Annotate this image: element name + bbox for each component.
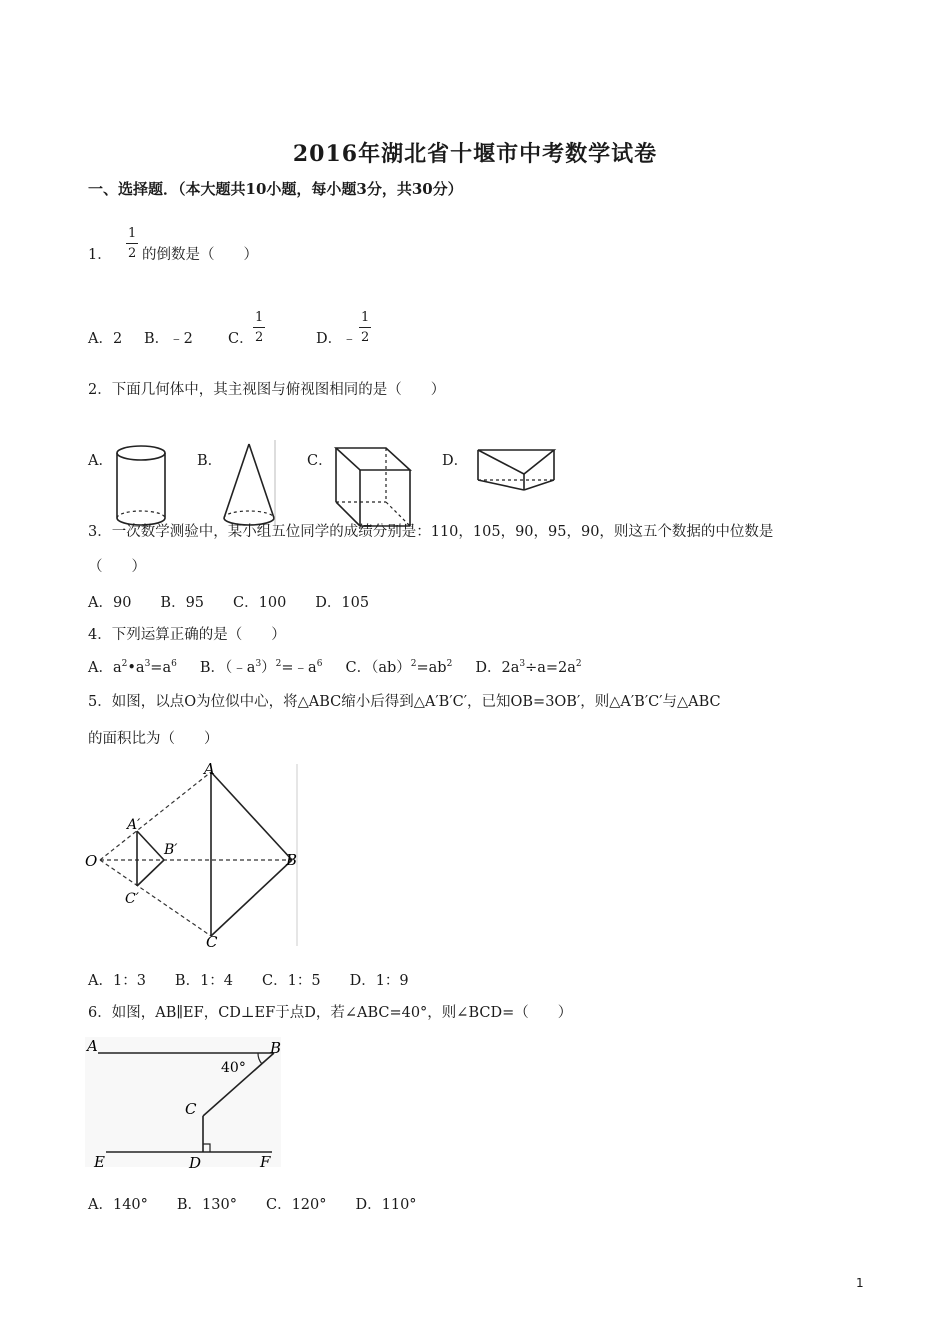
q6-label-a: A [87,1037,98,1055]
q1-d-denominator: 2 [361,330,370,345]
q1-option-d-fraction [359,310,371,345]
page-title: 2016年湖北省十堰市中考数学试卷 [292,141,658,167]
q1-option-c-fraction [253,310,265,345]
q4-option-a: A．$a^2•a^3=a^6$ [88,659,177,676]
q5-label-o: O [85,852,98,870]
q5-label-a: A [204,760,215,778]
q5-label-c-prime: C′ [125,891,139,907]
q1-fraction [126,226,138,261]
q2-option-d-label: D． [442,453,469,469]
cone-figure [218,440,280,532]
q4-option-d: D．$2a^3\div a=2a^2$ [475,659,582,676]
q5-label-b: B [286,851,298,869]
triangular-prism-figure [474,444,560,494]
q4-option-c: C．$(ab)^2=ab^2$ [345,659,453,676]
q5-text-line2: 的面积比为（ ） [88,731,219,747]
q6-label-d: D [189,1154,202,1172]
q5-text-line1: 5．如图，以点O为位似中心，将△ABC缩小后得到△A′B′C′，已知OB=3OB′，则△A′B′C′与△ABC [88,694,721,710]
q5-label-a-prime: A′ [127,817,141,833]
q1-option-b: B．﹣2 [144,331,193,347]
q5-homothety-figure [80,760,305,952]
q1-number: 1． [88,247,112,263]
q3-text-line1: 3．一次数学测验中，某小组五位同学的成绩分别是：110，105，90，95，90，则这五个数据的中位数是 [88,524,774,540]
q4-text: 4．下列运算正确的是（ ） [88,627,286,643]
q1-frac-denominator: 2 [128,246,137,261]
q2-option-a-label: A． [88,453,113,469]
q6-text: 6．如图，AB∥EF，CD⊥EF于点D，若∠ABC=40°，则∠BCD=（ ） [88,1005,573,1021]
q2-option-b-label: B． [197,453,223,469]
cube-figure [330,440,416,532]
q6-options: A．140° B．130° C．120° D．110° [88,1197,417,1213]
q6-angle-label: 40° [221,1060,246,1076]
q5-label-c: C [206,933,218,951]
q6-label-e: E [94,1153,105,1171]
q2-option-c-label: C． [307,453,333,469]
page-number: 1 [856,1276,864,1290]
q2-text: 2．下面几何体中，其主视图与俯视图相同的是（ ） [88,382,446,398]
q1-option-a: A．2 [88,331,123,347]
q3-text-line2: （ ） [88,559,146,575]
q1-d-numerator: 1 [361,310,370,325]
q6-parallel-lines-figure [82,1034,297,1174]
q1-c-denominator: 2 [255,330,264,345]
q6-label-c: C [185,1100,197,1118]
q6-label-f: F [260,1153,271,1171]
q4-option-b: B．$(﹣a^3)^2=﹣a^6$ [199,659,323,676]
q1-text: 的倒数是（ ） [142,247,258,263]
q3-options: A．90 B．95 C．100 D．105 [88,595,370,611]
q4-options [88,656,582,677]
q5-label-b-prime: B′ [164,842,178,858]
q1-c-numerator: 1 [255,310,264,325]
q1-option-c-label: C． [228,331,254,347]
q6-label-b: B [270,1039,282,1057]
cylinder-figure [108,440,172,532]
section-heading: 一、选择题．（本大题共10小题，每小题3分，共30分） [88,180,463,198]
q1-frac-numerator: 1 [128,226,137,241]
q1-option-d-label: D．﹣ [316,331,357,347]
q5-options: A．1：3 B．1：4 C．1：5 D．1：9 [88,973,409,989]
